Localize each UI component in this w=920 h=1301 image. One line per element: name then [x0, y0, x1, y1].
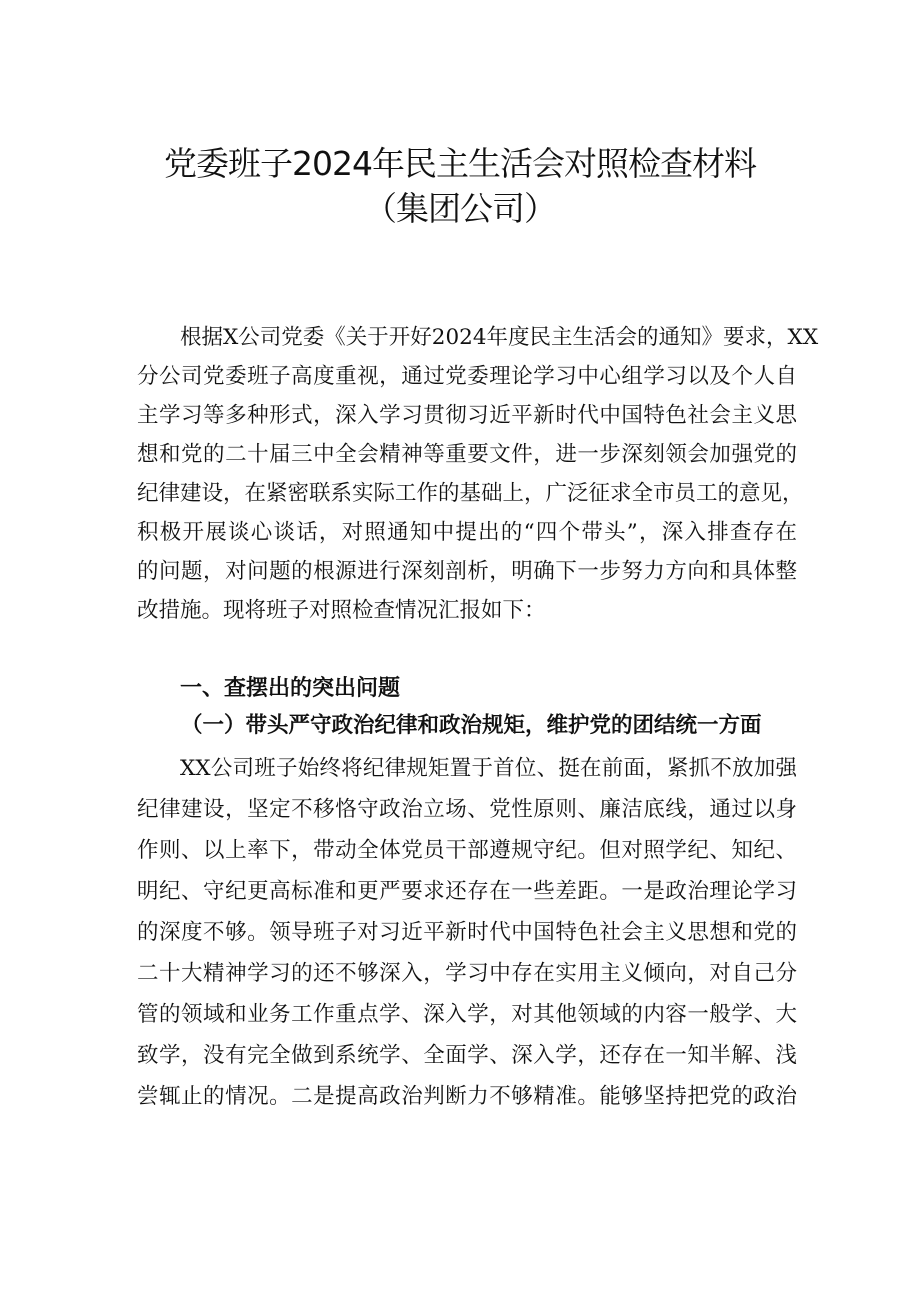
paragraph-line: 积极开展谈心谈话，对照通知中提出的“四个带头”，深入排查存在: [137, 520, 797, 545]
document-title: 党委班子2024年民主生活会对照检查材料: [164, 144, 756, 183]
paragraph-line: 主学习等多种形式，深入学习贯彻习近平新时代中国特色社会主义思: [137, 403, 797, 428]
paragraph-line: 的深度不够。领导班子对习近平新时代中国特色社会主义思想和党的: [137, 920, 797, 945]
paragraph-line: 纪律建设，坚定不移恪守政治立场、党性原则、廉洁底线，通过以身: [137, 797, 797, 822]
paragraph-line: 分公司党委班子高度重视，通过党委理论学习中心组学习以及个人自: [137, 364, 797, 389]
section-heading: 一、查摆出的突出问题: [180, 676, 401, 701]
document-subtitle: （集团公司）: [364, 189, 556, 228]
subsection-heading: （一）带头严守政治纪律和政治规矩，维护党的团结统一方面: [181, 713, 762, 738]
paragraph-line: 的问题，对问题的根源进行深刻剖析，明确下一步努力方向和具体整: [137, 559, 797, 584]
paragraph-line: XX公司班子始终将纪律规矩置于首位、挺在前面，紧抓不放加强: [180, 756, 797, 781]
paragraph-line: 明纪、守纪更高标准和更严要求还存在一些差距。一是政治理论学习: [137, 879, 797, 904]
paragraph-line: 致学，没有完全做到系统学、全面学、深入学，还存在一知半解、浅: [137, 1043, 797, 1068]
paragraph-line: 管的领域和业务工作重点学、深入学，对其他领域的内容一般学、大: [137, 1002, 797, 1027]
paragraph-line: 纪律建设，在紧密联系实际工作的基础上，广泛征求全市员工的意见，: [137, 481, 804, 506]
paragraph-line: 想和党的二十届三中全会精神等重要文件，进一步深刻领会加强党的: [137, 442, 797, 467]
paragraph-line: 根据X公司党委《关于开好2024年度民主生活会的通知》要求，XX: [180, 325, 819, 350]
paragraph-line: 尝辄止的情况。二是提高政治判断力不够精准。能够坚持把党的政治: [137, 1084, 797, 1109]
paragraph-line: 改措施。现将班子对照检查情况汇报如下：: [137, 598, 546, 623]
paragraph-line: 二十大精神学习的还不够深入，学习中存在实用主义倾向，对自己分: [137, 961, 797, 986]
paragraph-line: 作则、以上率下，带动全体党员干部遵规守纪。但对照学纪、知纪、: [137, 838, 797, 863]
